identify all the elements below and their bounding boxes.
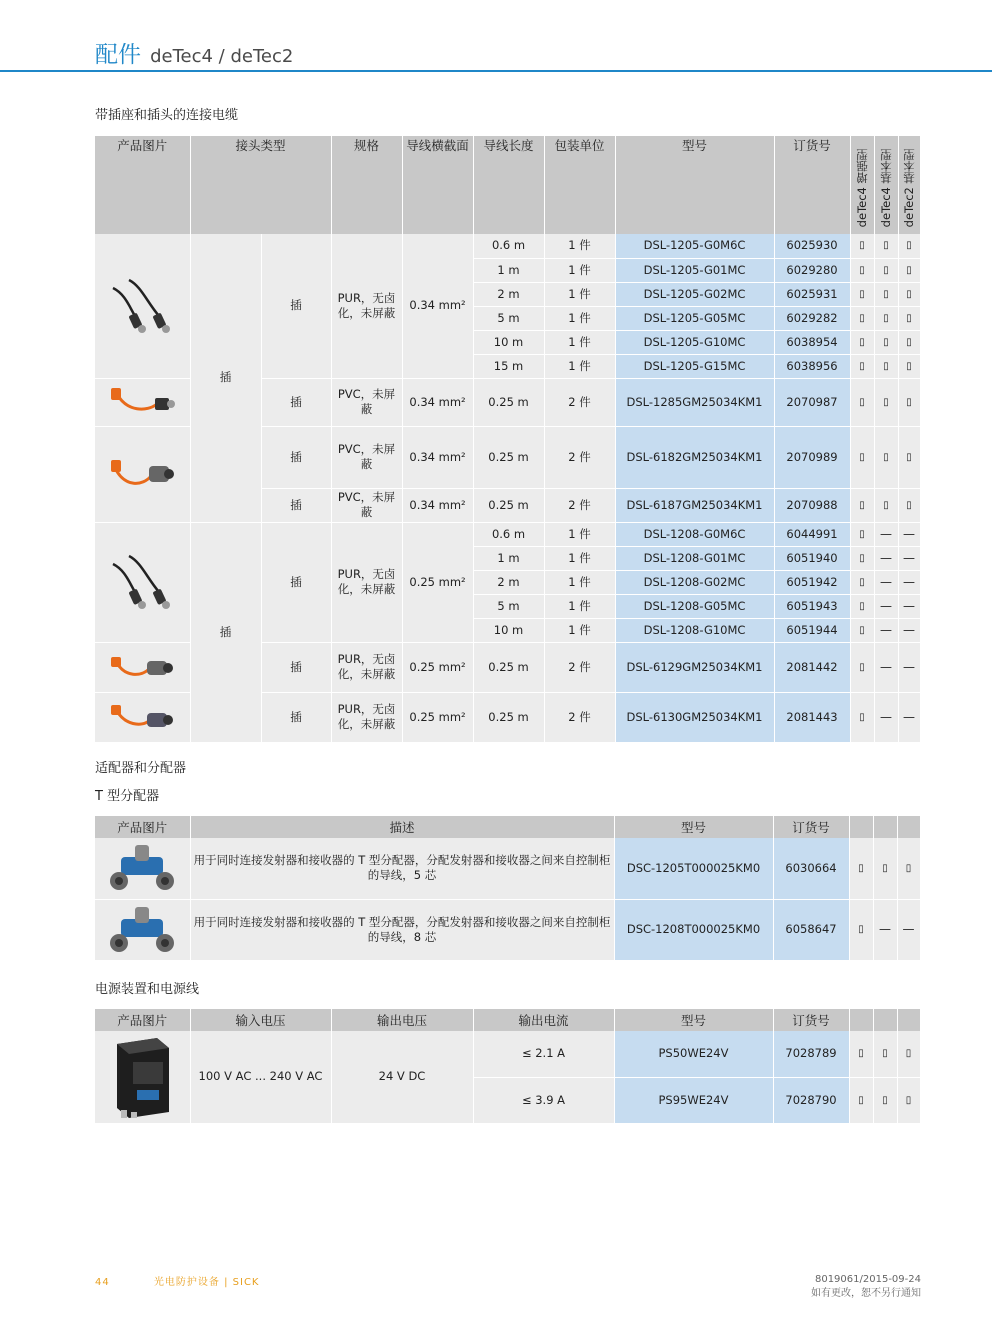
sub-type: 插	[261, 522, 331, 642]
output-current: ≤ 2.1 A	[473, 1031, 614, 1077]
compat-mark: ▯	[850, 642, 874, 692]
col-input-voltage: 输入电压	[190, 1009, 331, 1031]
table-row	[95, 899, 920, 960]
model: DSL-1205-G05MC	[615, 306, 774, 330]
order-number: 6029280	[774, 258, 850, 282]
col-detec2-basic	[897, 816, 920, 838]
compat-mark: ▯	[898, 426, 920, 488]
order-number: 6058647	[773, 899, 849, 960]
length: 0.6 m	[473, 522, 544, 546]
page-title: 配件	[95, 42, 141, 68]
compat-mark: —	[874, 642, 898, 692]
model: DSL-1285GM25034KM1	[615, 378, 774, 426]
pack-unit: 1 件	[544, 258, 615, 282]
pack-unit: 2 件	[544, 426, 615, 488]
compat-mark: —	[898, 692, 920, 742]
description: 用于同时连接发射器和接收器的 T 型分配器，分配发射器和接收器之间来自控制柜的导线，5 芯	[190, 838, 614, 899]
change-notice: 如有更改，恕不另行通知	[811, 1288, 921, 1299]
compat-mark: —	[874, 546, 898, 570]
length: 10 m	[473, 330, 544, 354]
order-number: 6051944	[774, 618, 850, 642]
power-table	[95, 1009, 921, 1124]
output-current: ≤ 3.9 A	[473, 1077, 614, 1123]
spec: PUR，无卤化，未屏蔽	[331, 522, 402, 642]
cross-section: 0.34 mm²	[402, 234, 473, 378]
compat-mark: —	[898, 642, 920, 692]
compat-mark: ▯	[849, 1031, 873, 1077]
col-order: 订货号	[773, 1009, 849, 1031]
length: 5 m	[473, 594, 544, 618]
model: DSL-1208-G0M6C	[615, 522, 774, 546]
compat-mark: ▯	[850, 330, 874, 354]
pack-unit: 1 件	[544, 354, 615, 378]
compat-mark: —	[874, 692, 898, 742]
page-header	[95, 36, 293, 69]
col-order: 订货号	[773, 816, 849, 838]
col-connector: 接头类型	[190, 136, 331, 234]
col-model: 型号	[614, 1009, 773, 1031]
order-number: 6038954	[774, 330, 850, 354]
col-spec: 规格	[331, 136, 402, 234]
model: DSL-6187GM25034KM1	[615, 488, 774, 522]
cables-header-row	[95, 136, 920, 234]
compat-mark: ▯	[850, 258, 874, 282]
section-title-power: 电源装置和电源线	[95, 982, 200, 997]
order-number: 7028789	[773, 1031, 849, 1077]
adapters-table	[95, 816, 921, 961]
order-number: 2070989	[774, 426, 850, 488]
spec: PVC，未屏蔽	[331, 378, 402, 426]
product-image-cable-black-8pin	[95, 522, 190, 642]
pack-unit: 1 件	[544, 618, 615, 642]
sub-type: 插	[261, 378, 331, 426]
header-divider	[0, 70, 992, 72]
col-model: 型号	[615, 136, 774, 234]
order-number: 6030664	[773, 838, 849, 899]
cross-section: 0.25 mm²	[402, 692, 473, 742]
compat-mark: ▯	[898, 258, 920, 282]
compat-mark: ▯	[874, 354, 898, 378]
cross-section: 0.25 mm²	[402, 522, 473, 642]
compat-mark: ▯	[849, 838, 873, 899]
group-label: 插	[190, 234, 261, 522]
compat-mark: ▯	[898, 306, 920, 330]
pack-unit: 1 件	[544, 282, 615, 306]
pack-unit: 1 件	[544, 594, 615, 618]
order-number: 6051942	[774, 570, 850, 594]
length: 0.25 m	[473, 378, 544, 426]
col-length: 导线长度	[473, 136, 544, 234]
col-output-voltage: 输出电压	[331, 1009, 473, 1031]
compat-mark: ▯	[874, 282, 898, 306]
pack-unit: 1 件	[544, 234, 615, 258]
model: DSL-1208-G02MC	[615, 570, 774, 594]
compat-mark: ▯	[897, 1077, 920, 1123]
cross-section: 0.34 mm²	[402, 426, 473, 488]
compat-mark: —	[874, 618, 898, 642]
compat-mark: ▯	[898, 378, 920, 426]
compat-mark: ▯	[850, 488, 874, 522]
compat-mark: —	[874, 594, 898, 618]
col-detec4-basic: deTec4 基本型	[874, 136, 898, 234]
compat-mark: ▯	[850, 306, 874, 330]
compat-mark: ▯	[850, 618, 874, 642]
spec: PUR，无卤化，未屏蔽	[331, 234, 402, 378]
group-label: 插	[190, 522, 261, 742]
cross-section: 0.34 mm²	[402, 378, 473, 426]
col-output-current: 输出电流	[473, 1009, 614, 1031]
pack-unit: 1 件	[544, 570, 615, 594]
col-cross-section: 导线横截面	[402, 136, 473, 234]
compat-mark: ▯	[850, 426, 874, 488]
compat-mark: ▯	[850, 546, 874, 570]
model: DSL-6130GM25034KM1	[615, 692, 774, 742]
section-title-adapters: 适配器和分配器	[95, 761, 187, 776]
model: DSC-1205T000025KM0	[614, 838, 773, 899]
col-description: 描述	[190, 816, 614, 838]
product-image-cable-black	[95, 234, 190, 378]
description: 用于同时连接发射器和接收器的 T 型分配器，分配发射器和接收器之间来自控制柜的导线，8 芯	[190, 899, 614, 960]
compat-mark: ▯	[898, 354, 920, 378]
order-number: 6038956	[774, 354, 850, 378]
product-image-cable-orange	[95, 378, 190, 426]
compat-mark: —	[898, 522, 920, 546]
compat-mark: —	[898, 570, 920, 594]
compat-mark: —	[898, 546, 920, 570]
sub-type: 插	[261, 488, 331, 522]
order-number: 6044991	[774, 522, 850, 546]
compat-mark: —	[874, 570, 898, 594]
compat-mark: —	[873, 899, 897, 960]
power-header-row	[95, 1009, 920, 1031]
footer-left	[95, 1273, 260, 1288]
pack-unit: 1 件	[544, 330, 615, 354]
col-detec4-basic	[873, 1009, 897, 1031]
spec: PVC，未屏蔽	[331, 426, 402, 488]
document-id: 8019061/2015-09-24	[814, 1274, 921, 1285]
length: 0.25 m	[473, 692, 544, 742]
footer-right	[811, 1273, 921, 1301]
order-number: 2070987	[774, 378, 850, 426]
product-image-cable-orange-grey-8pin	[95, 642, 190, 692]
model: DSL-6182GM25034KM1	[615, 426, 774, 488]
cross-section: 0.25 mm²	[402, 642, 473, 692]
sub-type: 插	[261, 426, 331, 488]
col-model: 型号	[614, 816, 773, 838]
sub-type: 插	[261, 642, 331, 692]
subsection-title-t-splitter: T 型分配器	[95, 789, 160, 804]
order-number: 6051943	[774, 594, 850, 618]
cables-table	[95, 136, 921, 743]
col-detec4-enhanced	[849, 816, 873, 838]
adapters-header-row	[95, 816, 920, 838]
table-row	[95, 522, 920, 546]
length: 0.25 m	[473, 642, 544, 692]
col-pack: 包装单位	[544, 136, 615, 234]
compat-mark: ▯	[874, 378, 898, 426]
compat-mark: ▯	[873, 1031, 897, 1077]
model: DSL-1205-G02MC	[615, 282, 774, 306]
footer-category: 光电防护设备 | SICK	[153, 1277, 260, 1288]
compat-mark: ▯	[850, 234, 874, 258]
product-image-power-supply	[95, 1031, 190, 1123]
compat-mark: ▯	[874, 488, 898, 522]
model: PS50WE24V	[614, 1031, 773, 1077]
compat-mark: ▯	[850, 692, 874, 742]
compat-mark: ▯	[873, 1077, 897, 1123]
output-voltage: 24 V DC	[331, 1031, 473, 1123]
sub-type: 插	[261, 234, 331, 378]
compat-mark: ▯	[874, 258, 898, 282]
order-number: 2070988	[774, 488, 850, 522]
compat-mark: ▯	[850, 570, 874, 594]
compat-mark: ▯	[897, 1031, 920, 1077]
product-image-t-splitter-8pin	[95, 899, 190, 960]
sub-type: 插	[261, 692, 331, 742]
model: DSL-6129GM25034KM1	[615, 642, 774, 692]
compat-mark: ▯	[898, 330, 920, 354]
length: 2 m	[473, 282, 544, 306]
order-number: 6029282	[774, 306, 850, 330]
compat-mark: ▯	[850, 282, 874, 306]
spec: PUR，无卤化，未屏蔽	[331, 642, 402, 692]
pack-unit: 2 件	[544, 378, 615, 426]
compat-mark: ▯	[850, 378, 874, 426]
model: PS95WE24V	[614, 1077, 773, 1123]
model: DSL-1208-G10MC	[615, 618, 774, 642]
pack-unit: 1 件	[544, 546, 615, 570]
compat-mark: ▯	[850, 594, 874, 618]
compat-mark: ▯	[874, 234, 898, 258]
compat-mark: ▯	[874, 306, 898, 330]
pack-unit: 1 件	[544, 306, 615, 330]
order-number: 7028790	[773, 1077, 849, 1123]
col-detec4-enhanced	[849, 1009, 873, 1031]
order-number: 6051940	[774, 546, 850, 570]
compat-mark: ▯	[874, 330, 898, 354]
table-row	[95, 1031, 920, 1077]
length: 1 m	[473, 546, 544, 570]
pack-unit: 2 件	[544, 692, 615, 742]
product-image-t-splitter-5pin	[95, 838, 190, 899]
order-number: 2081442	[774, 642, 850, 692]
compat-mark: ▯	[874, 426, 898, 488]
product-image-cable-orange-grey-8pin	[95, 692, 190, 742]
model: DSC-1208T000025KM0	[614, 899, 773, 960]
compat-mark: —	[898, 618, 920, 642]
model: DSL-1208-G01MC	[615, 546, 774, 570]
pack-unit: 1 件	[544, 522, 615, 546]
length: 5 m	[473, 306, 544, 330]
col-detec4-enhanced: deTec4 增强型	[850, 136, 874, 234]
table-row	[95, 838, 920, 899]
order-number: 6025930	[774, 234, 850, 258]
length: 10 m	[473, 618, 544, 642]
table-row	[95, 234, 920, 258]
col-detec2-basic	[897, 1009, 920, 1031]
length: 0.25 m	[473, 426, 544, 488]
spec: PUR，无卤化，未屏蔽	[331, 692, 402, 742]
input-voltage: 100 V AC ... 240 V AC	[190, 1031, 331, 1123]
length: 0.25 m	[473, 488, 544, 522]
model: DSL-1205-G10MC	[615, 330, 774, 354]
compat-mark: ▯	[898, 282, 920, 306]
model: DSL-1205-G01MC	[615, 258, 774, 282]
length: 15 m	[473, 354, 544, 378]
length: 0.6 m	[473, 234, 544, 258]
col-order: 订货号	[774, 136, 850, 234]
compat-mark: ▯	[897, 838, 920, 899]
compat-mark: —	[897, 899, 920, 960]
compat-mark: —	[898, 594, 920, 618]
page-number: 44	[95, 1277, 110, 1288]
compat-mark: ▯	[849, 1077, 873, 1123]
pack-unit: 2 件	[544, 642, 615, 692]
product-image-cable-orange-grey	[95, 426, 190, 522]
model: DSL-1205-G15MC	[615, 354, 774, 378]
pack-unit: 2 件	[544, 488, 615, 522]
col-image: 产品图片	[95, 136, 190, 234]
spec: PVC，未屏蔽	[331, 488, 402, 522]
model: DSL-1205-G0M6C	[615, 234, 774, 258]
model: DSL-1208-G05MC	[615, 594, 774, 618]
compat-mark: ▯	[849, 899, 873, 960]
page-subtitle: deTec4 / deTec2	[150, 46, 294, 67]
col-detec2-basic: deTec2 基本型	[898, 136, 920, 234]
col-image: 产品图片	[95, 1009, 190, 1031]
compat-mark: ▯	[898, 488, 920, 522]
order-number: 2081443	[774, 692, 850, 742]
col-image: 产品图片	[95, 816, 190, 838]
compat-mark: ▯	[873, 838, 897, 899]
length: 2 m	[473, 570, 544, 594]
order-number: 6025931	[774, 282, 850, 306]
col-detec4-basic	[873, 816, 897, 838]
compat-mark: ▯	[850, 522, 874, 546]
compat-mark: —	[874, 522, 898, 546]
length: 1 m	[473, 258, 544, 282]
cross-section: 0.34 mm²	[402, 488, 473, 522]
compat-mark: ▯	[898, 234, 920, 258]
compat-mark: ▯	[850, 354, 874, 378]
section-title-cables: 带插座和插头的连接电缆	[95, 108, 239, 123]
